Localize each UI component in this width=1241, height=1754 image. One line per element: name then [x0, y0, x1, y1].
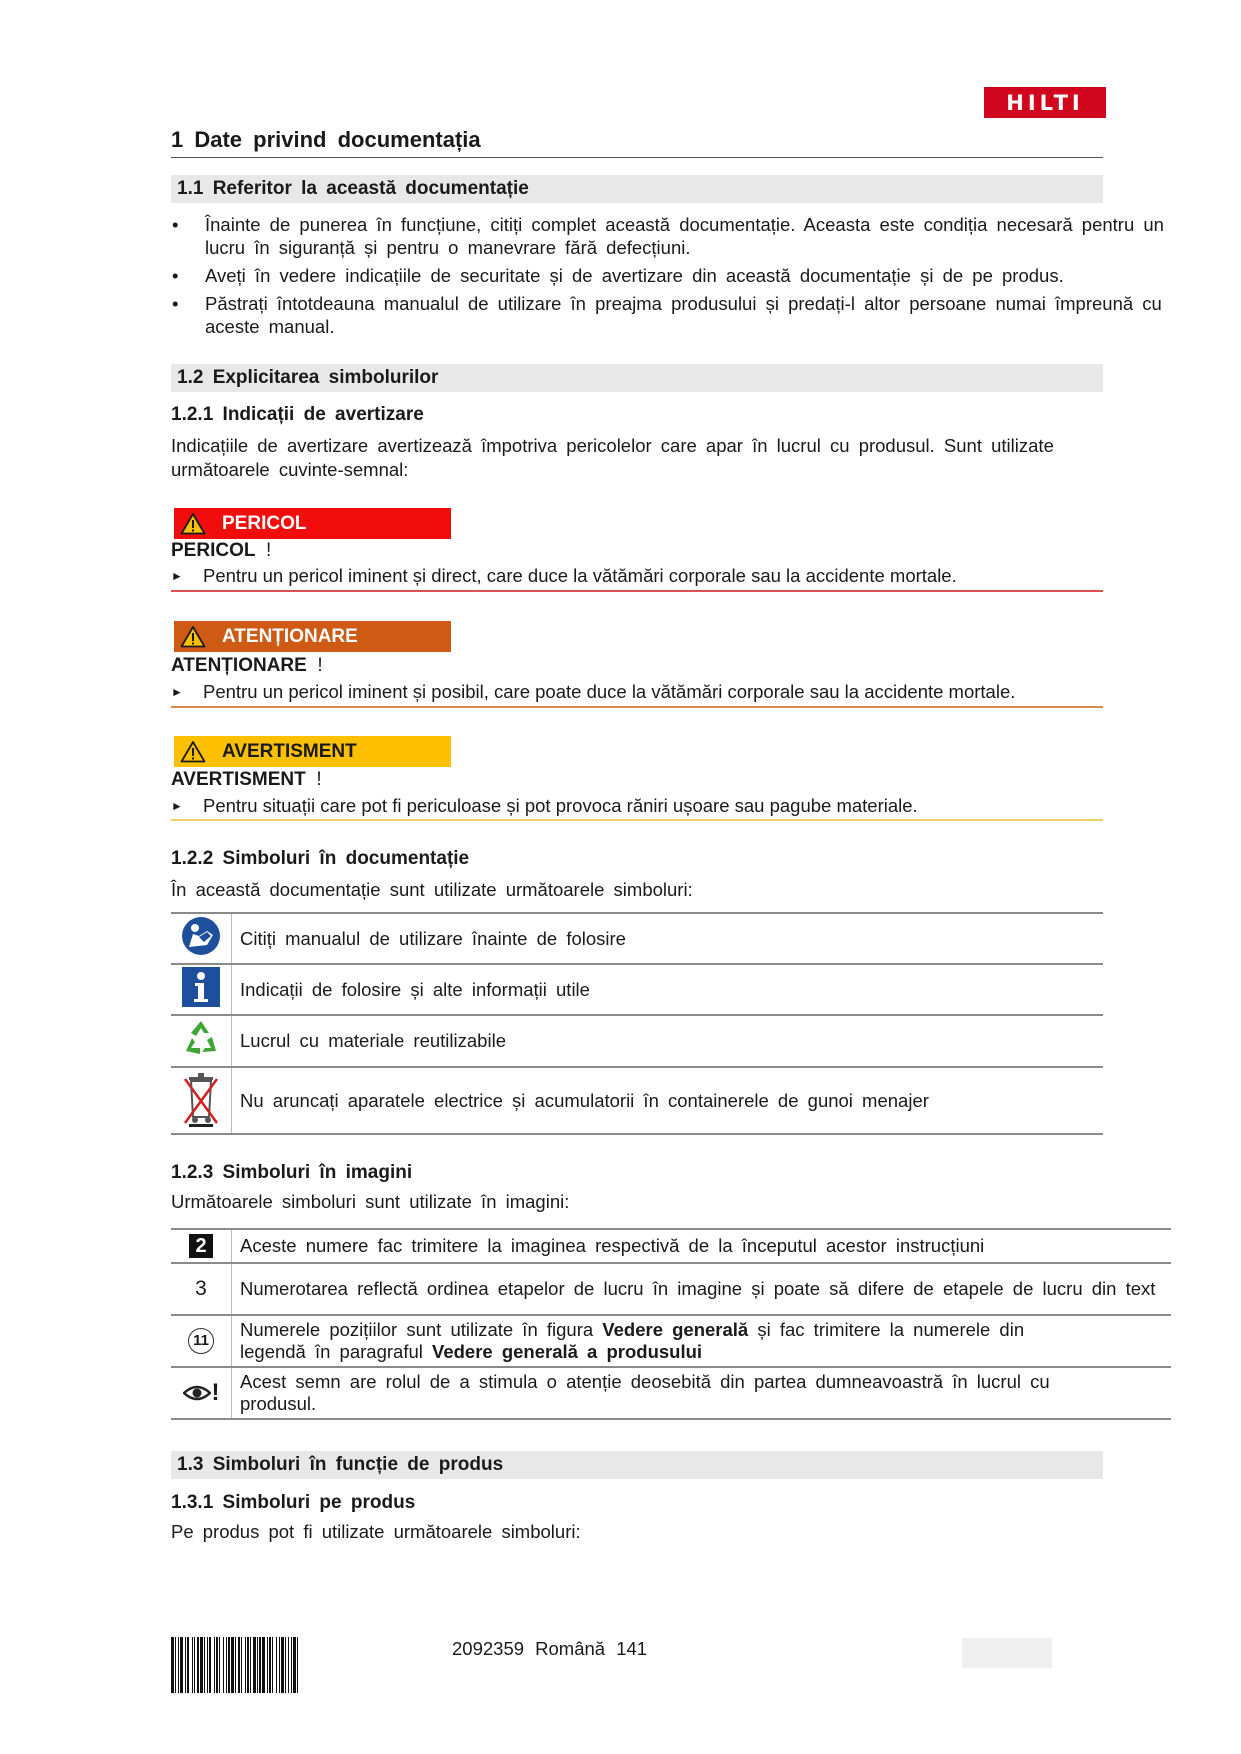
section-1-2-1-title: 1.2.1 Indicații de avertizare	[171, 404, 424, 425]
signal-rule	[171, 590, 1103, 592]
signal-label: AVERTISMENT	[222, 740, 357, 762]
no-trash-bin-icon	[171, 1067, 232, 1134]
table-cell: Citiți manualul de utilizare înainte de folosire	[232, 913, 1104, 964]
icon-label: !	[211, 1379, 220, 1406]
signal-word-atentionare	[171, 655, 323, 677]
section-1-2-3-intro: Următoarele simboluri sunt utilizate în imagini:	[171, 1191, 570, 1212]
signal-text-pericol	[171, 565, 957, 587]
signal-word: PERICOL	[171, 540, 256, 561]
signal-rule	[171, 706, 1103, 708]
attention-eye-icon	[171, 1367, 232, 1419]
chapter-title: 1 Date privind documentația	[171, 127, 481, 152]
arrow-right-icon: ►	[171, 569, 183, 583]
table-row	[171, 1263, 1171, 1315]
step-number-icon	[171, 1263, 232, 1315]
signal-word-avertisment	[171, 769, 322, 791]
signal-description: Pentru un pericol iminent și posibil, care poate duce la vătămări corporale sau la accidente mortale.	[203, 681, 1016, 702]
icon-label: 11	[188, 1328, 214, 1354]
barcode-graphic	[171, 1637, 428, 1693]
table-cell: Aceste numere fac trimitere la imaginea respectivă de la începutul acestor instrucțiuni	[232, 1229, 1172, 1263]
list-item: • Păstrați întotdeauna manualul de utilizare în preajma produsului și predați-l altor persoane numai împreună cu aceste manual.	[171, 292, 1191, 338]
signal-banner-atentionare	[174, 621, 451, 652]
table-cell: Nu aruncați aparatele electrice și acumulatorii în containerele de gunoi menajer	[232, 1067, 1104, 1134]
arrow-right-icon: ►	[171, 685, 183, 699]
section-1-3-1-title: 1.3.1 Simboluri pe produs	[171, 1492, 416, 1513]
table-row	[171, 1067, 1103, 1134]
section-1-1-title: 1.1 Referitor la această documentație	[171, 175, 1103, 203]
table-row	[171, 1015, 1103, 1067]
bold-term: Vedere generală a produsului	[432, 1341, 703, 1362]
text-segment: Numerele pozițiilor sunt utilizate în figura	[240, 1319, 603, 1340]
info-icon	[171, 964, 232, 1015]
warning-triangle-icon	[178, 740, 208, 763]
section-1-2-title: 1.2 Explicitarea simbolurilor	[171, 364, 1103, 392]
signal-banner-avertisment	[174, 736, 451, 767]
table-row	[171, 913, 1103, 964]
list-item: • Înainte de punerea în funcțiune, citiți complet această documentație. Aceasta este condiția necesară pentru un lucru în siguranță și pentru o manevrare fără defecțiuni.	[171, 213, 1191, 259]
icon-label: 3	[195, 1277, 207, 1300]
table-cell: Acest semn are rolul de a stimula o atenție deosebită din partea dumneavoastră în lucrul cu produsul.	[232, 1367, 1172, 1419]
recycle-icon	[171, 1015, 232, 1067]
logo-text: HILTI	[1006, 90, 1084, 115]
list-item: • Aveți în vedere indicațiile de securitate și de avertizare din această documentație și de pe produs.	[171, 264, 1191, 287]
signal-description: Pentru situații care pot fi periculoase și pot provoca răniri ușoare sau pagube materiale.	[203, 795, 918, 816]
page-footer: 2092359 Română 141	[452, 1638, 648, 1659]
signal-text-avertisment	[171, 795, 918, 817]
warning-triangle-icon	[178, 625, 208, 648]
section-1-2-3-title: 1.2.3 Simboluri în imagini	[171, 1162, 413, 1183]
signal-word: ATENȚIONARE	[171, 655, 307, 676]
section-1-2-1-intro: Indicațiile de avertizare avertizează împotriva pericolelor care apar în lucrul cu produsul. Sunt utilizate următoarele cuvinte-semnal:	[171, 435, 1054, 480]
chapter-rule	[171, 157, 1103, 158]
table-row	[171, 964, 1103, 1015]
doc-symbols-table	[171, 912, 1103, 1135]
signal-word: AVERTISMENT	[171, 769, 306, 790]
read-manual-icon	[171, 913, 232, 964]
boxed-number-icon	[171, 1229, 232, 1263]
signal-rule	[171, 819, 1103, 821]
section-1-3-title: 1.3 Simboluri în funcție de produs	[171, 1451, 1103, 1479]
table-cell: Indicații de folosire și alte informații utile	[232, 964, 1104, 1015]
signal-banner-pericol	[174, 508, 451, 539]
section-1-2-2-intro: În această documentație sunt utilizate următoarele simboluri:	[171, 879, 693, 900]
table-cell	[232, 1315, 1172, 1367]
signal-excl: !	[317, 655, 323, 676]
table-row	[171, 1229, 1171, 1263]
circled-number-icon	[171, 1315, 232, 1367]
signal-excl: !	[316, 769, 322, 790]
icon-label: 2	[189, 1234, 213, 1258]
signal-label: ATENȚIONARE	[222, 625, 358, 647]
section-1-2-2-title: 1.2.2 Simboluri în documentație	[171, 848, 470, 869]
signal-excl: !	[266, 540, 272, 561]
hilti-logo	[984, 87, 1106, 118]
table-cell: Numerotarea reflectă ordinea etapelor de lucru în imagine și poate să difere de etapele de lucru din text	[232, 1263, 1172, 1315]
warning-triangle-icon	[178, 512, 208, 535]
section-1-3-1-intro: Pe produs pot fi utilizate următoarele simboluri:	[171, 1521, 581, 1542]
text-segment: și fac trimitere la numerele din legendă în paragraful	[240, 1319, 1025, 1362]
signal-description: Pentru un pericol iminent și direct, care duce la vătămări corporale sau la accidente mortale.	[203, 565, 957, 586]
footer-gray-box	[962, 1638, 1052, 1668]
table-row	[171, 1315, 1171, 1367]
signal-label: PERICOL	[222, 512, 307, 534]
signal-word-pericol	[171, 540, 271, 562]
bold-term: Vedere generală	[602, 1319, 749, 1340]
arrow-right-icon: ►	[171, 799, 183, 813]
image-symbols-table	[171, 1228, 1171, 1420]
table-cell: Lucrul cu materiale reutilizabile	[232, 1015, 1104, 1067]
barcode-bar	[298, 1637, 300, 1693]
table-row	[171, 1367, 1171, 1419]
signal-text-atentionare	[171, 681, 1015, 703]
section-1-1-bullets	[171, 213, 1191, 343]
